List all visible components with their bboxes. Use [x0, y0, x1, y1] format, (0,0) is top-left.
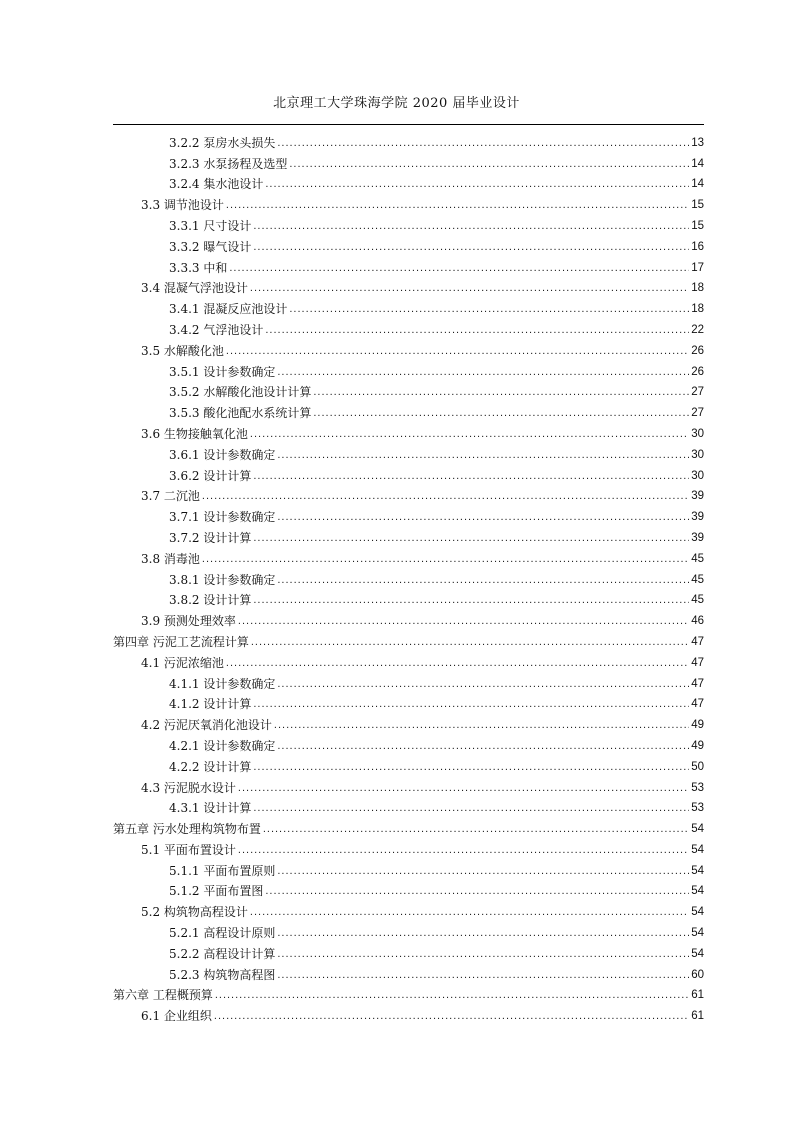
toc-entry-page: 17	[691, 261, 704, 274]
toc-entry-page: 14	[691, 157, 704, 170]
toc-dot-leader	[289, 302, 689, 317]
toc-entry-title: 3.7 二沉池	[141, 489, 200, 504]
toc-dot-leader	[313, 406, 689, 421]
toc-dot-leader	[253, 760, 689, 775]
toc-entry-page: 15	[691, 199, 704, 212]
toc-entry-page: 45	[691, 594, 704, 607]
toc-entry-title: 3.8 消毒池	[141, 551, 200, 566]
toc-entry[interactable]	[113, 983, 704, 1004]
toc-dot-leader	[277, 136, 689, 151]
toc-dot-leader	[226, 198, 689, 213]
toc-dot-leader	[277, 926, 689, 941]
toc-entry-page: 47	[691, 698, 704, 711]
toc-entry[interactable]	[113, 816, 704, 837]
toc-entry-page: 54	[691, 864, 704, 877]
toc-dot-leader	[238, 614, 689, 629]
toc-dot-leader	[277, 510, 689, 525]
toc-dot-leader	[215, 988, 689, 1003]
toc-entry[interactable]	[113, 567, 704, 588]
toc-dot-leader	[313, 385, 689, 400]
toc-entry-title: 3.4 混凝气浮池设计	[141, 281, 248, 296]
toc-dot-leader	[250, 281, 689, 296]
toc-entry[interactable]	[113, 400, 704, 421]
header-rule	[113, 124, 704, 125]
toc-dot-leader	[250, 905, 689, 920]
toc-dot-leader	[277, 573, 689, 588]
toc-entry-page: 15	[691, 219, 704, 232]
toc-entry-page: 47	[691, 635, 704, 648]
toc-entry-title: 第四章 污泥工艺流程计算	[113, 634, 249, 649]
toc-entry-page: 54	[691, 843, 704, 856]
toc-entry[interactable]	[113, 130, 704, 151]
toc-entry-title: 3.6 生物接触氧化池	[141, 426, 248, 441]
toc-entry[interactable]	[113, 837, 704, 858]
toc-entry-page: 18	[691, 303, 704, 316]
toc-entry-page: 54	[691, 906, 704, 919]
toc-entry-title: 4.1.2 设计计算	[169, 697, 252, 712]
toc-entry-page: 60	[691, 968, 704, 981]
toc-entry-page: 45	[691, 552, 704, 565]
toc-dot-leader	[263, 822, 689, 837]
toc-dot-leader	[253, 240, 689, 255]
toc-entry[interactable]	[113, 754, 704, 775]
toc-dot-leader	[202, 552, 689, 567]
toc-entry[interactable]	[113, 879, 704, 900]
toc-entry-page: 47	[691, 677, 704, 690]
toc-dot-leader	[253, 801, 689, 816]
toc-entry[interactable]	[113, 192, 704, 213]
toc-dot-leader	[265, 177, 689, 192]
toc-entry-title: 3.5.3 酸化池配水系统计算	[169, 406, 312, 421]
toc-entry[interactable]	[113, 255, 704, 276]
toc-entry-page: 22	[691, 323, 704, 336]
toc-entry[interactable]	[113, 213, 704, 234]
toc-entry-page: 30	[691, 469, 704, 482]
toc-entry[interactable]	[113, 920, 704, 941]
toc-entry-page: 54	[691, 885, 704, 898]
toc-entry-page: 18	[691, 282, 704, 295]
toc-entry[interactable]	[113, 1003, 704, 1024]
toc-entry-title: 3.6.1 设计参数确定	[169, 447, 276, 462]
toc-entry-page: 54	[691, 947, 704, 960]
toc-entry-title: 3.8.1 设计参数确定	[169, 572, 276, 587]
toc-entry-title: 3.2.3 水泵扬程及选型	[169, 156, 288, 171]
toc-dot-leader	[289, 157, 689, 172]
toc-entry-title: 3.3.1 尺寸设计	[169, 218, 252, 233]
toc-entry[interactable]	[113, 276, 704, 297]
toc-dot-leader	[253, 697, 689, 712]
toc-dot-leader	[253, 531, 689, 546]
toc-dot-leader	[277, 448, 689, 463]
toc-entry-title: 3.7.2 设计计算	[169, 530, 252, 545]
toc-entry-title: 3.4.1 混凝反应池设计	[169, 302, 288, 317]
toc-entry-page: 27	[691, 386, 704, 399]
toc-entry-title: 5.1.2 平面布置图	[169, 884, 264, 899]
toc-entry[interactable]	[113, 650, 704, 671]
toc-entry[interactable]	[113, 941, 704, 962]
toc-dot-leader	[277, 947, 689, 962]
toc-entry-page: 50	[691, 760, 704, 773]
toc-entry[interactable]	[113, 899, 704, 920]
toc-entry[interactable]	[113, 671, 704, 692]
toc-entry-title: 4.2.1 设计参数确定	[169, 738, 276, 753]
toc-entry-title: 4.1 污泥浓缩池	[141, 655, 224, 670]
toc-entry-title: 6.1 企业组织	[141, 1009, 212, 1024]
toc-entry-page: 46	[691, 615, 704, 628]
toc-entry-page: 61	[691, 989, 704, 1002]
toc-entry-page: 13	[691, 136, 704, 149]
toc-entry-title: 3.8.2 设计计算	[169, 593, 252, 608]
toc-entry-title: 5.2.1 高程设计原则	[169, 926, 276, 941]
toc-entry[interactable]	[113, 296, 704, 317]
toc-entry-title: 4.2 污泥厌氧消化池设计	[141, 718, 272, 733]
toc-entry[interactable]	[113, 733, 704, 754]
toc-entry-page: 39	[691, 531, 704, 544]
page-header: 北京理工大学珠海学院 2020 届毕业设计	[273, 96, 520, 111]
toc-entry[interactable]	[113, 317, 704, 338]
toc-entry-page: 30	[691, 427, 704, 440]
toc-dot-leader	[202, 489, 689, 504]
toc-dot-leader	[238, 843, 689, 858]
toc-entry-page: 39	[691, 511, 704, 524]
toc-entry[interactable]	[113, 151, 704, 172]
toc-entry-title: 4.1.1 设计参数确定	[169, 676, 276, 691]
toc-entry-page: 53	[691, 802, 704, 815]
toc-entry[interactable]	[113, 380, 704, 401]
toc-entry-title: 5.2 构筑物高程设计	[141, 905, 248, 920]
toc-entry-title: 3.7.1 设计参数确定	[169, 510, 276, 525]
toc-dot-leader	[277, 864, 689, 879]
toc-entry[interactable]	[113, 962, 704, 983]
toc-dot-leader	[226, 656, 689, 671]
toc-entry[interactable]	[113, 525, 704, 546]
toc-entry-title: 5.2.3 构筑物高程图	[169, 967, 276, 982]
toc-entry[interactable]	[113, 775, 704, 796]
toc-entry-page: 27	[691, 407, 704, 420]
toc-entry-page: 61	[691, 1010, 704, 1023]
toc-entry-title: 3.2.2 泵房水头损失	[169, 135, 276, 150]
toc-dot-leader	[277, 739, 689, 754]
toc-entry-title: 3.4.2 气浮池设计	[169, 322, 264, 337]
toc-entry[interactable]	[113, 484, 704, 505]
toc-entry-title: 4.3 污泥脱水设计	[141, 780, 236, 795]
toc-entry-title: 5.1 平面布置设计	[141, 842, 236, 857]
toc-entry-page: 45	[691, 573, 704, 586]
toc-entry-title: 3.3.3 中和	[169, 260, 228, 275]
toc-dot-leader	[265, 323, 689, 338]
toc-entry[interactable]	[113, 858, 704, 879]
toc-entry[interactable]	[113, 608, 704, 629]
toc-entry[interactable]	[113, 359, 704, 380]
toc-entry-page: 26	[691, 344, 704, 357]
toc-entry-title: 3.5.2 水解酸化池设计计算	[169, 385, 312, 400]
toc-entry-title: 3.5.1 设计参数确定	[169, 364, 276, 379]
toc-entry-title: 5.1.1 平面布置原则	[169, 863, 276, 878]
toc-entry[interactable]	[113, 172, 704, 193]
toc-entry[interactable]	[113, 692, 704, 713]
toc-dot-leader	[250, 427, 689, 442]
toc-entry-page: 14	[691, 178, 704, 191]
toc-entry-title: 3.3 调节池设计	[141, 198, 224, 213]
toc-entry-title: 4.3.1 设计计算	[169, 801, 252, 816]
toc-dot-leader	[253, 469, 689, 484]
table-of-contents	[113, 130, 704, 1024]
toc-entry-title: 5.2.2 高程设计计算	[169, 946, 276, 961]
toc-dot-leader	[277, 365, 689, 380]
toc-dot-leader	[265, 884, 689, 899]
toc-dot-leader	[214, 1009, 689, 1024]
toc-entry-page: 16	[691, 240, 704, 253]
toc-dot-leader	[274, 718, 689, 733]
toc-entry[interactable]	[113, 796, 704, 817]
toc-entry-title: 3.5 水解酸化池	[141, 343, 224, 358]
toc-entry-page: 39	[691, 490, 704, 503]
toc-entry[interactable]	[113, 629, 704, 650]
toc-entry-title: 4.2.2 设计计算	[169, 759, 252, 774]
toc-entry[interactable]	[113, 234, 704, 255]
toc-entry-page: 49	[691, 739, 704, 752]
toc-entry-page: 54	[691, 927, 704, 940]
toc-entry[interactable]	[113, 421, 704, 442]
toc-entry[interactable]	[113, 442, 704, 463]
toc-entry-title: 3.9 预测处理效率	[141, 614, 236, 629]
toc-dot-leader	[277, 968, 689, 983]
toc-entry[interactable]	[113, 463, 704, 484]
toc-dot-leader	[251, 635, 689, 650]
toc-entry[interactable]	[113, 504, 704, 525]
toc-entry-title: 第五章 污水处理构筑物布置	[113, 822, 261, 837]
toc-entry-title: 第六章 工程概预算	[113, 988, 213, 1003]
toc-dot-leader	[277, 677, 689, 692]
toc-entry-page: 30	[691, 448, 704, 461]
toc-entry-page: 53	[691, 781, 704, 794]
toc-dot-leader	[226, 344, 689, 359]
toc-entry-page: 49	[691, 719, 704, 732]
toc-entry[interactable]	[113, 712, 704, 733]
toc-dot-leader	[238, 781, 689, 796]
toc-dot-leader	[253, 593, 689, 608]
toc-entry-page: 26	[691, 365, 704, 378]
toc-entry-page: 54	[691, 823, 704, 836]
toc-entry[interactable]	[113, 546, 704, 567]
toc-entry-title: 3.2.4 集水池设计	[169, 177, 264, 192]
toc-entry-title: 3.6.2 设计计算	[169, 468, 252, 483]
toc-dot-leader	[253, 219, 689, 234]
toc-entry[interactable]	[113, 588, 704, 609]
toc-entry[interactable]	[113, 338, 704, 359]
toc-entry-title: 3.3.2 曝气设计	[169, 239, 252, 254]
toc-dot-leader	[229, 261, 689, 276]
toc-entry-page: 47	[691, 656, 704, 669]
